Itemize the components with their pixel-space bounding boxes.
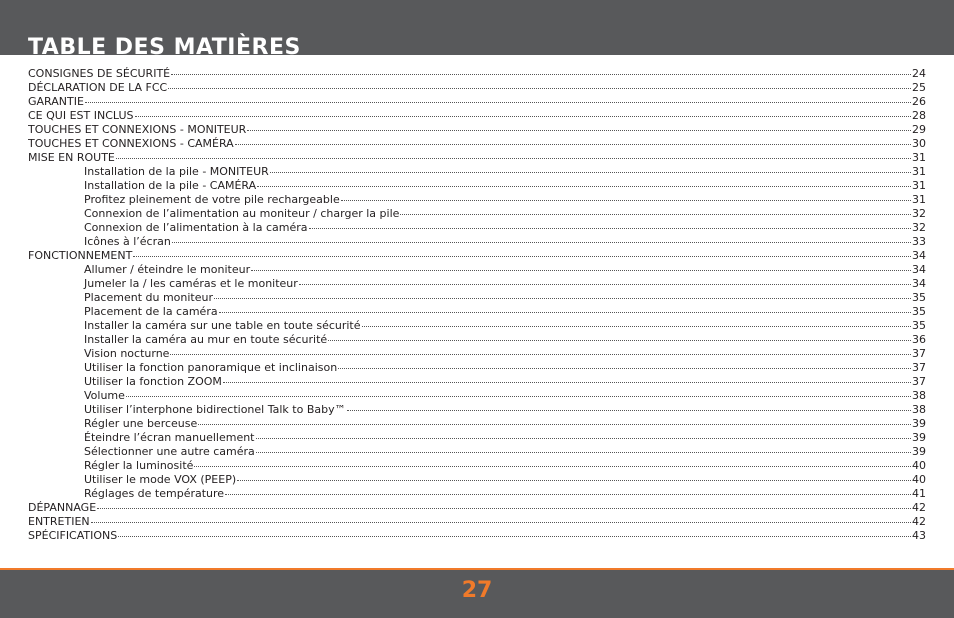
toc-entry[interactable] <box>28 151 926 165</box>
toc-subentry[interactable] <box>28 165 926 179</box>
toc-entry-label: Sélectionner une autre caméra <box>84 445 255 458</box>
dot-leader <box>328 339 911 341</box>
dot-leader <box>338 367 911 369</box>
toc-entry[interactable] <box>28 249 926 263</box>
toc-entry-label: Installer la caméra au mur en toute sécurité <box>84 333 328 346</box>
toc-entry-label: GARANTIE <box>28 95 84 108</box>
toc-subentry[interactable] <box>28 445 926 459</box>
dot-leader <box>172 241 911 243</box>
toc-entry-label: Installer la caméra sur une table en toute sécurité <box>84 319 361 332</box>
toc-entry[interactable] <box>28 95 926 109</box>
toc-subentry[interactable] <box>28 403 926 417</box>
toc-entry-label: CONSIGNES DE SÉCURITÉ <box>28 67 171 80</box>
toc-entry-page: 37 <box>912 361 926 374</box>
toc-entry-page: 28 <box>912 109 926 122</box>
dot-leader <box>362 325 911 327</box>
toc-entry-page: 24 <box>912 67 926 80</box>
dot-leader <box>223 381 911 383</box>
dot-leader <box>198 423 911 425</box>
toc-entry-label: Icônes à l’écran <box>84 235 171 248</box>
toc-entry-label: Placement de la caméra <box>84 305 218 318</box>
toc-subentry[interactable] <box>28 235 926 249</box>
dot-leader <box>97 507 911 509</box>
toc-subentry[interactable] <box>28 389 926 403</box>
toc-entry-page: 43 <box>912 529 926 542</box>
toc-entry-page: 26 <box>912 95 926 108</box>
dot-leader <box>237 479 911 481</box>
toc-entry-label: MISE EN ROUTE <box>28 151 115 164</box>
dot-leader <box>116 157 911 159</box>
toc-entry-page: 31 <box>912 165 926 178</box>
toc-entry[interactable] <box>28 501 926 515</box>
toc-entry-page: 32 <box>912 221 926 234</box>
toc-entry-page: 42 <box>912 501 926 514</box>
toc-subentry[interactable] <box>28 277 926 291</box>
toc-subentry[interactable] <box>28 417 926 431</box>
dot-leader <box>251 269 911 271</box>
toc-subentry[interactable] <box>28 263 926 277</box>
toc-entry-page: 31 <box>912 193 926 206</box>
toc-entry-page: 39 <box>912 417 926 430</box>
toc-entry-label: Utiliser le mode VOX (PEEP) <box>84 473 237 486</box>
toc-entry-page: 39 <box>912 445 926 458</box>
dot-leader <box>235 143 911 145</box>
dot-leader <box>219 311 911 313</box>
dot-leader <box>170 353 911 355</box>
toc-entry-page: 41 <box>912 487 926 500</box>
toc-entry-label: Installation de la pile - MONITEUR <box>84 165 269 178</box>
toc-entry[interactable] <box>28 529 926 543</box>
toc-entry-page: 35 <box>912 305 926 318</box>
toc-entry-label: SPÉCIFICATIONS <box>28 529 118 542</box>
dot-leader <box>85 101 911 103</box>
toc-entry-label: Régler une berceuse <box>84 417 198 430</box>
toc-entry-page: 36 <box>912 333 926 346</box>
toc-entry-label: Utiliser la fonction panoramique et inclinaison <box>84 361 338 374</box>
dot-leader <box>214 297 911 299</box>
toc-entry-page: 32 <box>912 207 926 220</box>
toc-entry-page: 25 <box>912 81 926 94</box>
toc-subentry[interactable] <box>28 207 926 221</box>
toc-entry-label: DÉCLARATION DE LA FCC <box>28 81 168 94</box>
toc-entry-label: Profitez pleinement de votre pile rechargeable <box>84 193 340 206</box>
toc-entry-page: 39 <box>912 431 926 444</box>
toc-subentry[interactable] <box>28 305 926 319</box>
toc-entry[interactable] <box>28 515 926 529</box>
toc-entry-label: Installation de la pile - CAMÉRA <box>84 179 257 192</box>
dot-leader <box>225 493 911 495</box>
dot-leader <box>299 283 911 285</box>
toc-entry-label: Vision nocturne <box>84 347 170 360</box>
toc-entry-label: Régler la luminosité <box>84 459 194 472</box>
toc-entry[interactable] <box>28 81 926 95</box>
toc-entry-label: Utiliser l’interphone bidirectionel Talk to Baby™ <box>84 403 346 416</box>
toc-subentry[interactable] <box>28 459 926 473</box>
dot-leader <box>256 451 911 453</box>
toc-entry[interactable] <box>28 123 926 137</box>
toc-entry-page: 34 <box>912 263 926 276</box>
toc-entry-label: Connexion de l’alimentation au moniteur / charger la pile <box>84 207 400 220</box>
toc-entry-page: 40 <box>912 473 926 486</box>
toc-subentry[interactable] <box>28 193 926 207</box>
toc-entry-label: Connexion de l’alimentation à la caméra <box>84 221 308 234</box>
toc-subentry[interactable] <box>28 319 926 333</box>
toc-entry-page: 35 <box>912 319 926 332</box>
toc-entry[interactable] <box>28 109 926 123</box>
dot-leader <box>341 199 911 201</box>
page-title: TABLE DES MATIÈRES <box>28 35 301 60</box>
toc-entry-page: 40 <box>912 459 926 472</box>
dot-leader <box>247 129 911 131</box>
toc-entry-label: Jumeler la / les caméras et le moniteur <box>84 277 298 290</box>
dot-leader <box>347 409 911 411</box>
toc-entry-label: ENTRETIEN <box>28 515 90 528</box>
dot-leader <box>309 227 912 229</box>
toc-entry-page: 33 <box>912 235 926 248</box>
toc-entry[interactable] <box>28 67 926 81</box>
toc-entry-page: 31 <box>912 151 926 164</box>
page-number: 27 <box>461 578 493 603</box>
toc-subentry[interactable] <box>28 375 926 389</box>
dot-leader <box>257 185 911 187</box>
toc-subentry[interactable] <box>28 487 926 501</box>
toc-subentry[interactable] <box>28 333 926 347</box>
toc-entry-label: DÉPANNAGE <box>28 501 97 514</box>
toc-entry-page: 38 <box>912 403 926 416</box>
toc-entry-page: 37 <box>912 347 926 360</box>
toc-entry-label: Allumer / éteindre le moniteur <box>84 263 251 276</box>
toc-entry-page: 31 <box>912 179 926 192</box>
toc-entry-label: Placement du moniteur <box>84 291 214 304</box>
toc-subentry[interactable] <box>28 431 926 445</box>
dot-leader <box>400 213 911 215</box>
dot-leader <box>135 115 912 117</box>
toc-entry-label: Volume <box>84 389 125 402</box>
toc-entry-label: FONCTIONNEMENT <box>28 249 133 262</box>
toc-entry-label: Utiliser la fonction ZOOM <box>84 375 222 388</box>
toc-entry-label: Réglages de température <box>84 487 225 500</box>
toc-entry-page: 35 <box>912 291 926 304</box>
toc-entry[interactable] <box>28 137 926 151</box>
toc-subentry[interactable] <box>28 361 926 375</box>
dot-leader <box>126 395 911 397</box>
toc-entry-label: CE QUI EST INCLUS <box>28 109 134 122</box>
dot-leader <box>168 87 911 89</box>
toc-subentry[interactable] <box>28 221 926 235</box>
toc-subentry[interactable] <box>28 179 926 193</box>
toc-subentry[interactable] <box>28 291 926 305</box>
dot-leader <box>256 437 912 439</box>
toc-entry-page: 29 <box>912 123 926 136</box>
toc-entry-page: 38 <box>912 389 926 402</box>
toc-entry-page: 34 <box>912 277 926 290</box>
toc-entry-label: TOUCHES ET CONNEXIONS - CAMÉRA <box>28 137 234 150</box>
toc-entry-page: 42 <box>912 515 926 528</box>
toc-subentry[interactable] <box>28 347 926 361</box>
toc-entry-label: TOUCHES ET CONNEXIONS - MONITEUR <box>28 123 247 136</box>
dot-leader <box>118 535 911 537</box>
toc-entry-label: Éteindre l’écran manuellement <box>84 431 255 444</box>
dot-leader <box>270 171 911 173</box>
table-of-contents <box>28 67 926 543</box>
toc-entry-page: 30 <box>912 137 926 150</box>
dot-leader <box>171 73 911 75</box>
dot-leader <box>133 255 911 257</box>
toc-subentry[interactable] <box>28 473 926 487</box>
toc-entry-page: 34 <box>912 249 926 262</box>
toc-entry-page: 37 <box>912 375 926 388</box>
dot-leader <box>91 521 911 523</box>
dot-leader <box>194 465 911 467</box>
